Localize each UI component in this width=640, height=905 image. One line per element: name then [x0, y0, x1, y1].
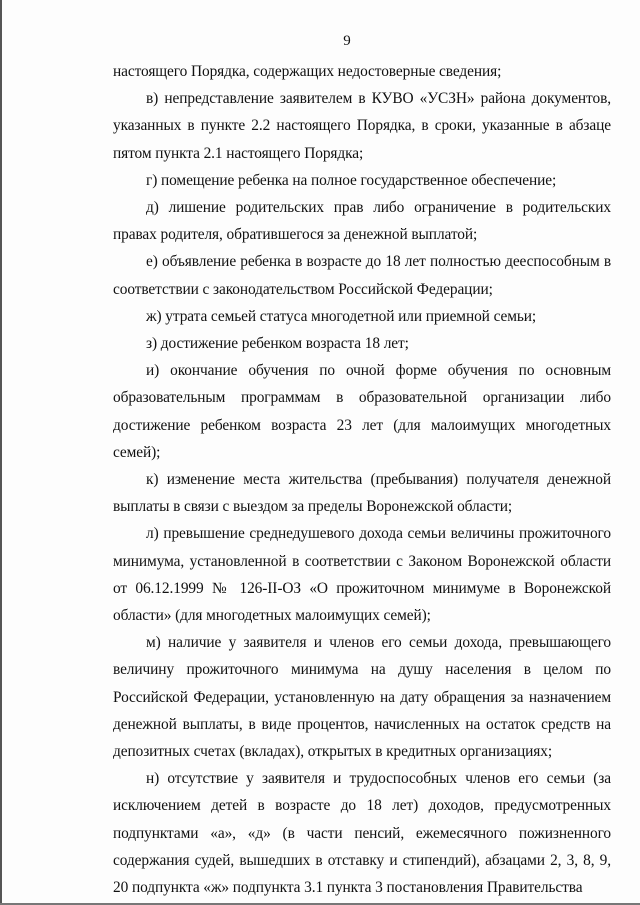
paragraph-item-i: и) окончание обучения по очной форме обучения по основным образовательным программам в образовательной организации либо достижение ребенком возраста 23 лет (для малоимущих многодетных семей); — [113, 362, 611, 461]
paragraph-item-z: з) достижение ребенком возраста 18 лет; — [146, 335, 409, 353]
paragraph-item-g: г) помещение ребенка на полное государственное обеспечение; — [146, 171, 557, 189]
paragraph-item-e: е) объявление ребенка в возрасте до 18 лет полностью дееспособным в соответствии с законодательством Российской Федерации; — [113, 253, 611, 298]
document-body — [113, 58, 611, 901]
paragraph-item-n: н) отсутствие у заявителя и трудоспособных членов его семьи (за исключением детей в возрасте до 18 лет) доходов, предусмотренных подпунктами «а», «д» (в части пенсий, ежемесячного пожизненного содержания судей, вышедших в отставку и стипендий), абзацами 2, 3, 8, 9, 20 подпункта «ж» подпункта 3.1 пункта 3 постановления Правительства — [113, 770, 611, 897]
paragraph-item-d: д) лишение родительских прав либо ограничение в родительских правах родителя, обратившегося за денежной выплатой; — [113, 199, 611, 244]
paragraph-item-zh: ж) утрата семьей статуса многодетной или приемной семьи; — [146, 307, 537, 325]
paragraph-item-m: м) наличие у заявителя и членов его семьи дохода, превышающего величину прожиточного минимума на душу населения в целом по Российской Федерации, установленную на дату обращения за назначением денежной выплаты, в виде процентов, начисленных на остаток средств на депозитных счетах (вкладах), открытых в кредитных организациях; — [113, 634, 611, 761]
paragraph-continuation: настоящего Порядка, содержащих недостоверные сведения; — [113, 63, 502, 80]
paragraph-item-v: в) непредставление заявителем в КУВО «УСЗН» района документов, указанных в пункте 2.2 настоящего Порядка, в сроки, указанные в абзаце пятом пункта 2.1 настоящего Порядка; — [113, 90, 611, 162]
scan-edge-left — [0, 0, 2, 905]
page-number: 9 — [343, 33, 351, 49]
paragraph-item-l: л) превышение среднедушевого дохода семьи величины прожиточного минимума, установленной в соответствии с Законом Воронежской области от 06.12.1999 № 126-II-ОЗ «О прожиточном минимуме в Воронежской области» (для многодетных малоимущих семей); — [113, 525, 611, 625]
paragraph-item-k: к) изменение места жительства (пребывания) получателя денежной выплаты в связи с выездом за пределы Воронежской области; — [113, 471, 611, 516]
